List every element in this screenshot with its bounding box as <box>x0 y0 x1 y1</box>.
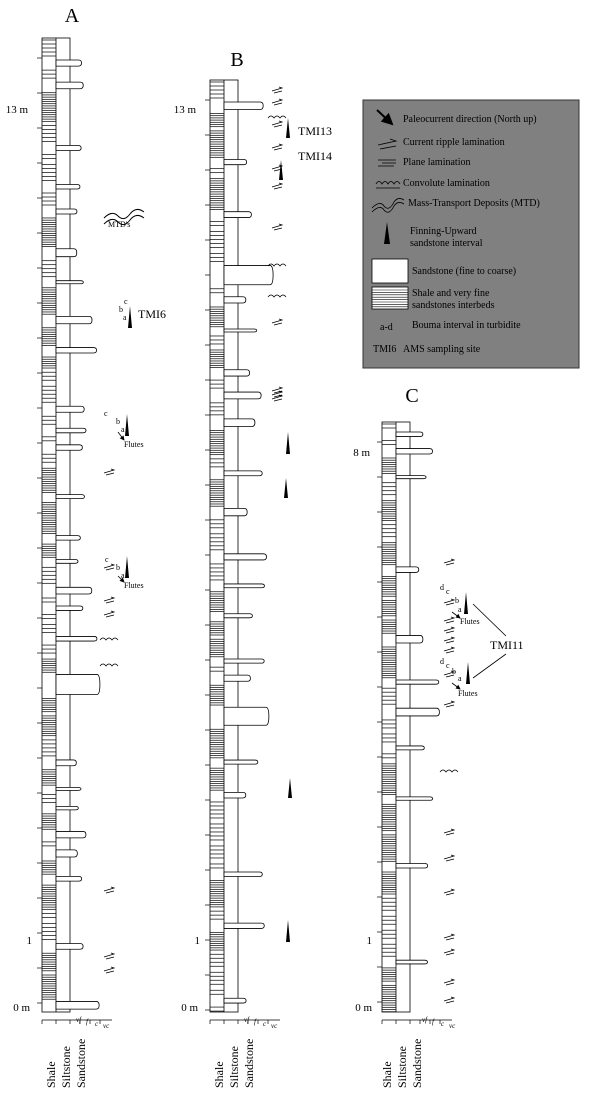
column-b-top-scale: 13 m <box>173 104 196 116</box>
column-b-section <box>205 80 286 1024</box>
column-c-mid-scale: 1 <box>366 935 372 947</box>
current-ripple-icon <box>444 559 454 565</box>
grain-label-f: f <box>86 1018 88 1026</box>
grain-label-vc: vc <box>449 1022 456 1030</box>
sandstone-bed <box>56 249 77 257</box>
legend-ams-code: TMI6 <box>373 344 397 355</box>
sandstone-bed <box>224 792 246 798</box>
flutes-label: Flutes <box>460 617 480 626</box>
legend-bouma-code: a-d <box>380 322 393 333</box>
legend-sandstone-text: Sandstone (fine to coarse) <box>412 266 517 277</box>
bouma-b-label: b <box>455 596 459 605</box>
current-ripple-icon <box>444 701 454 707</box>
shale-interbed-icon <box>372 287 408 309</box>
bouma-c-label: c <box>104 409 108 418</box>
current-ripple-icon <box>272 99 282 105</box>
tmi11-leader-line <box>473 654 506 678</box>
legend-shale-text2: sandstones interbeds <box>412 300 495 311</box>
sandstone-bed <box>56 850 77 857</box>
column-c-section <box>377 422 458 1024</box>
sandstone-bed <box>224 212 251 218</box>
sandstone-bed <box>224 554 266 560</box>
column-b-annotations <box>279 118 332 942</box>
sandstone-bed <box>56 636 97 641</box>
ams-site-tmi11-label: TMI11 <box>490 638 524 652</box>
column-b-bottom-scale: 0 m <box>181 1002 198 1014</box>
column-a-top-scale: 13 m <box>5 104 28 116</box>
legend-shale-text: Shale and very fine <box>412 288 490 299</box>
sandstone-bed <box>56 787 81 790</box>
bouma-a-label: a <box>458 605 462 614</box>
sandstone-bed <box>56 445 82 450</box>
column-a-section <box>37 38 118 1024</box>
sandstone-bed <box>396 863 428 868</box>
fining-upward-icon <box>286 118 290 138</box>
current-ripple-icon <box>272 224 282 230</box>
sandstone-bed <box>224 159 247 164</box>
grain-label-vf: vf <box>244 1016 250 1024</box>
current-ripple-icon <box>444 855 454 861</box>
fining-upward-icon <box>125 556 129 578</box>
column-b-grain-axis <box>212 1016 278 1088</box>
sandstone-bed <box>56 831 86 837</box>
ams-site-tmi13-label: TMI13 <box>298 124 332 138</box>
sandstone-bed <box>396 746 424 750</box>
flutes-label: Flutes <box>124 440 144 449</box>
current-ripple-icon <box>104 564 114 570</box>
sandstone-bed <box>396 960 427 964</box>
bouma-b-label: b <box>452 667 456 676</box>
sandstone-bed <box>224 370 250 376</box>
current-ripple-icon <box>444 627 454 633</box>
sandstone-bed <box>224 102 263 109</box>
sandstone-bed <box>224 998 246 1003</box>
sandstone-bed <box>56 428 86 433</box>
sandstone-bed <box>56 82 83 89</box>
mtd-icon <box>104 209 144 218</box>
sandstone-bed <box>396 449 432 454</box>
sandstone-bed <box>56 209 77 214</box>
legend <box>363 100 579 368</box>
sandstone-bed <box>56 146 81 151</box>
sandstone-bed <box>396 476 426 479</box>
column-b-title: B <box>230 49 244 71</box>
flutes-label: Flutes <box>458 689 478 698</box>
sandstone-bed <box>224 392 261 399</box>
current-ripple-icon <box>444 979 454 985</box>
legend-ams-text: AMS sampling site <box>403 344 481 355</box>
bouma-c-label: c <box>105 555 109 564</box>
current-ripple-icon <box>272 183 282 189</box>
current-ripple-icon <box>104 887 114 893</box>
sandstone-bed <box>56 406 84 412</box>
sandstone-bed <box>56 348 97 353</box>
fining-upward-icon <box>466 662 470 684</box>
sandstone-bed <box>224 760 258 764</box>
current-ripple-icon <box>444 949 454 955</box>
grain-label-c: c <box>263 1020 267 1028</box>
bouma-b-label: b <box>116 563 120 572</box>
column-a-grain-axis <box>44 1016 110 1088</box>
fining-upward-icon <box>125 414 129 436</box>
sandstone-bed <box>56 559 78 563</box>
legend-paleocurrent-text: Paleocurrent direction (North up) <box>403 114 537 125</box>
convolute-lamination-icon <box>268 116 286 118</box>
bouma-a-label: a <box>123 313 127 322</box>
axis-label-siltstone: Siltstone <box>395 1045 409 1088</box>
sandstone-bed <box>396 680 439 684</box>
sandstone-bed <box>56 674 100 694</box>
legend-fining-upward-text: Finning-Upward <box>410 226 477 237</box>
sandstone-bed <box>224 872 262 877</box>
sandstone-bed <box>56 316 92 323</box>
axis-label-sandstone: Sandstone <box>410 1038 424 1088</box>
sandstone-bed <box>56 944 83 950</box>
fining-upward-icon <box>464 592 468 614</box>
sandstone-bed <box>56 536 80 540</box>
ams-site-tmi14-label: TMI14 <box>298 149 332 163</box>
mtd-label: MTD's <box>108 220 131 229</box>
grain-label-vc: vc <box>271 1022 278 1030</box>
column-c-top-scale: 8 m <box>353 447 370 459</box>
legend-mtd-text: Mass-Transport Deposits (MTD) <box>408 198 540 209</box>
current-ripple-icon <box>444 647 454 653</box>
column-a-bottom-scale: 0 m <box>13 1002 30 1014</box>
convolute-lamination-icon <box>440 770 458 772</box>
current-ripple-icon <box>444 997 454 1003</box>
current-ripple-icon <box>104 611 114 617</box>
legend-plane-lamination-text: Plane lamination <box>403 157 471 168</box>
grain-label-vf: vf <box>76 1016 82 1024</box>
sandstone-bed <box>224 707 269 725</box>
flutes-label: Flutes <box>124 581 144 590</box>
current-ripple-icon <box>444 599 454 605</box>
bouma-c-label: c <box>446 661 450 670</box>
convolute-lamination-icon <box>100 664 118 666</box>
bouma-b-label: b <box>116 417 120 426</box>
sandstone-bed <box>56 1001 99 1009</box>
column-c-bottom-scale: 0 m <box>355 1002 372 1014</box>
axis-label-sandstone: Sandstone <box>242 1038 256 1088</box>
current-ripple-icon <box>272 319 282 325</box>
current-ripple-icon <box>444 934 454 940</box>
bouma-d-label: d <box>440 583 444 592</box>
sandstone-box-icon <box>372 259 408 283</box>
ams-site-tmi6-label: TMI6 <box>138 307 166 321</box>
fining-upward-icon <box>128 306 132 328</box>
convolute-lamination-icon <box>268 295 286 297</box>
sandstone-bed <box>224 675 250 681</box>
convolute-lamination-icon <box>100 638 118 640</box>
column-a-title: A <box>64 5 80 27</box>
current-ripple-icon <box>444 889 454 895</box>
current-ripple-icon <box>444 617 454 623</box>
grain-label-f: f <box>432 1018 434 1026</box>
current-ripple-icon <box>104 967 114 973</box>
sandstone-bed <box>56 281 83 284</box>
bouma-a-label: a <box>121 571 125 580</box>
axis-label-shale: Shale <box>212 1061 226 1088</box>
sandstone-bed <box>224 584 264 588</box>
sandstone-bed <box>224 923 264 928</box>
sandstone-bed <box>56 606 83 610</box>
bouma-d-label: d <box>440 657 444 666</box>
bouma-c-label: c <box>446 587 450 596</box>
axis-label-siltstone: Siltstone <box>227 1045 241 1088</box>
bouma-a-label: a <box>458 674 462 683</box>
current-ripple-icon <box>272 87 282 93</box>
bouma-a-label: a <box>121 425 125 434</box>
sandstone-bed <box>224 614 252 618</box>
sandstone-bed <box>224 329 257 332</box>
fining-upward-icon <box>284 478 288 498</box>
sandstone-bed <box>396 797 433 800</box>
column-b-mid-scale: 1 <box>194 935 200 947</box>
current-ripple-icon <box>104 469 114 475</box>
sandstone-bed <box>396 708 439 716</box>
current-ripple-icon <box>444 829 454 835</box>
current-ripple-icon <box>104 597 114 603</box>
sandstone-bed <box>396 567 419 573</box>
sandstone-bed <box>224 508 247 515</box>
axis-label-siltstone: Siltstone <box>59 1045 73 1088</box>
legend-convolute-text: Convolute lamination <box>403 178 490 189</box>
legend-bouma-text: Bouma interval in turbidite <box>412 320 521 331</box>
fining-upward-icon <box>286 920 290 942</box>
sandstone-bed <box>56 806 78 809</box>
bouma-c-label: c <box>124 297 128 306</box>
current-ripple-icon <box>104 953 114 959</box>
current-ripple-icon <box>444 637 454 643</box>
axis-label-sandstone: Sandstone <box>74 1038 88 1088</box>
sandstone-bed <box>224 297 246 303</box>
sandstone-bed <box>56 495 84 499</box>
sandstone-bed <box>224 266 273 285</box>
grain-label-vf: vf <box>422 1016 428 1024</box>
legend-current-ripple-text: Current ripple lamination <box>403 137 505 148</box>
sandstone-bed <box>56 587 92 594</box>
column-a-annotations <box>104 209 166 590</box>
sandstone-bed <box>224 659 264 663</box>
sandstone-bed <box>56 876 82 881</box>
sandstone-bed <box>56 60 82 66</box>
sandstone-bed <box>396 635 423 643</box>
grain-label-c: c <box>95 1020 99 1028</box>
current-ripple-icon <box>272 121 282 127</box>
column-c-title: C <box>405 385 419 407</box>
axis-label-shale: Shale <box>380 1061 394 1088</box>
grain-label-f: f <box>254 1018 256 1026</box>
axis-label-shale: Shale <box>44 1061 58 1088</box>
sandstone-bed <box>56 760 76 766</box>
legend-fining-upward-text2: sandstone interval <box>410 238 483 249</box>
sandstone-bed <box>396 432 423 437</box>
current-ripple-icon <box>272 144 282 150</box>
grain-label-vc: vc <box>103 1022 110 1030</box>
column-a-mid-scale: 1 <box>26 935 32 947</box>
sandstone-bed <box>224 419 255 427</box>
column-c-grain-axis <box>380 1016 456 1088</box>
sandstone-bed <box>56 184 80 189</box>
fining-upward-icon <box>286 432 290 454</box>
grain-label-c: c <box>441 1020 445 1028</box>
bouma-b-label: b <box>119 305 123 314</box>
sandstone-bed <box>224 471 262 476</box>
fining-upward-icon <box>288 778 292 798</box>
